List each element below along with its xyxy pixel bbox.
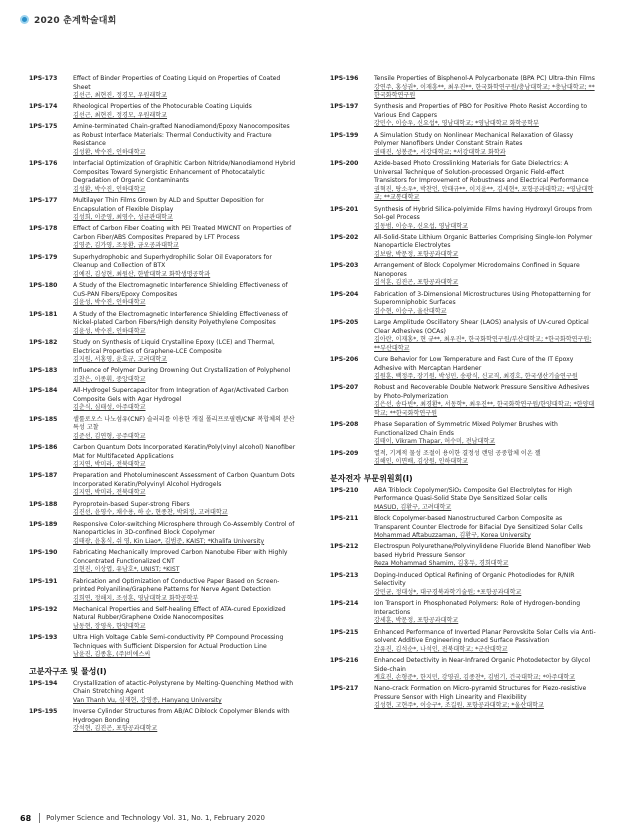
entry-title: Arrangement of Block Copolymer Microdomains Confined in Square Nanopores [374,262,580,278]
abstract-entry [29,75,297,101]
abstract-entry [330,160,598,203]
entry-body [73,339,297,365]
abstract-entry [29,225,297,251]
entry-title: Enhanced Detectivity in Near-Infrared Organic Photodetector by Glycol Side-chain [374,657,591,673]
entry-id: 1PS-211 [330,515,359,523]
entry-authors: 강연주, 홍성권*, 이재흥**, 최우진**, 한국화학연구원/충남대학교; *충남대학교; **한국화학연구원 [374,83,595,99]
entry-body [73,521,297,547]
entry-body [73,680,297,706]
left-section-entry-list [29,680,297,734]
entry-body [374,487,598,513]
entry-authors: 김해인, 이면배, 김상원, 인하대학교 [374,458,469,466]
entry-title: Robust and Recoverable Double Network Pressure Sensitive Adhesives by Photo-Polymerization [374,384,590,400]
entry-id: 1PS-210 [330,486,359,494]
entry-title: All-Solid-State Lithium Organic Batteries Comprising Single-Ion Polymer Nanoparticle Electrolytes [374,233,593,250]
entry-authors: 김아란, 이재홍*, 현 규**, 최우진*, 한국화학연구원/부산대학교; *한국화학연구원; **부산대학교 [374,336,592,352]
entry-title: Enhanced Performance of Inverted Planar Perovskite Solar Cells via Anti-solvent Additive Engineering Induced Surface Passivation [374,628,596,645]
entry-authors: Van Thanh Vu, 심재현, 강영종, Hanyang University [73,696,222,704]
abstract-entry [29,501,297,518]
entry-body [374,206,598,232]
page-header [20,12,117,26]
entry-title: Effect of Carbon Fiber Coating with PEI Treated MWCNT on Properties of Carbon Fiber/ABS Composites Prepared by LFT Process [73,225,292,241]
abstract-entry [29,103,297,120]
entry-authors: 김윤성, 박수진, 인하대학교 [73,299,146,307]
entry-id: 1PS-186 [29,444,58,452]
entry-title: Crystallization of atactic-Polystyrene by Melting-Quenching Method with Chain Stretching Agent [73,679,294,696]
abstract-entry [29,578,297,604]
entry-authors: 김수현, 이승구, 울산대학교 [374,307,447,315]
entry-id: 1PS-209 [330,449,359,457]
entry-id: 1PS-205 [330,319,359,327]
entry-id: 1PS-200 [330,160,359,168]
abstract-entry [29,339,297,365]
abstract-entry [29,387,297,413]
entry-body [374,600,598,626]
entry-body [73,282,297,308]
entry-authors: 김선근, 최현진, 정경모, 우원래학교 [73,92,168,99]
entry-authors: 김태이, Vikram Thapar, 허수미, 전남대학교 [374,438,496,446]
entry-body [73,387,297,413]
entry-authors: 김윤성, 박수진, 인하대학교 [73,327,146,335]
abstract-entry [330,262,598,288]
entry-id: 1PS-194 [29,679,58,687]
entry-body [73,75,297,101]
entry-id: 1PS-184 [29,387,58,395]
entry-title: Interfacial Optimization of Graphitic Carbon Nitride/Nanodiamond Hybrid Composites Toward Synergistic Enhancement of Photocatalytic Degradation of Organic Contaminants [73,160,296,185]
entry-authors: Reza Mohammad Shamim, 김홍두, 경희대학교 [374,560,509,568]
entry-body [73,225,297,251]
entry-id: 1PS-190 [29,549,58,557]
entry-body [73,254,297,280]
entry-authors: 김선근, 최현진, 정경모, 우원래학교 [73,111,168,119]
abstract-entry [29,367,297,384]
entry-authors: MASUD, 김환구, 고려대학교 [374,503,452,511]
entry-title: Ultra High Voltage Cable Semi-conductivity PP Compound Processing Techniques with Sufficient Dispersion for Actual Production Line [73,634,284,650]
entry-id: 1PS-187 [29,472,58,480]
entry-id: 1PS-199 [330,131,359,139]
footer-divider [39,813,40,823]
abstract-entry [330,75,598,101]
entry-title: Block Copolymer-based Nanostructured Carbon Composite as Transparent Counter Electrode for Bifacial Dye Sensitized Solar Cells [374,515,583,531]
entry-authors: 김석훈, 김진곤, 포항공과대학교 [374,279,459,287]
abstract-entry [330,234,598,260]
entry-title: Mechanical Properties and Self-healing Effect of ATA-cured Epoxidized Natural Rubber/Graphene Oxide Nanocomposites [73,605,286,622]
right-section-entry-list [330,487,598,711]
entry-id: 1PS-180 [29,282,58,290]
right-entry-list [330,75,598,467]
entry-title: Fabrication and Optimization of Conductive Paper Based on Screen-printed Polyaniline/Graphene Patterns for Nerve Agent Detection [73,577,280,594]
entry-id: 1PS-196 [330,75,359,82]
entry-body [73,160,297,194]
entry-title: 셀룰로오스 나노섬유(CNF) 슬러리를 이용한 개질 폴리프로필렌/CNF 복합체의 분산특성 고찰 [73,415,295,432]
abstract-entry [330,487,598,513]
entry-title: Azide-based Photo Crosslinking Materials for Gate Dielectrics: A Universal Technique of Solution-processed Organic Field-effect Transistors for Improvement of Robustness and Electrical Performance [374,160,589,185]
entry-authors: 김찬은, 이종휘, 중앙대학교 [73,375,146,383]
entry-authors: 김보람, 박문정, 포항공과대학교 [374,250,459,258]
page-footer [20,812,265,824]
entry-authors: 김은선, 송다빈*, 최경환*, 서동학*, 최우진**, 한국화학연구원/한양대학교; *한양대학교; **한국화학연구원 [374,401,595,417]
entry-id: 1PS-202 [330,233,359,241]
entry-authors: 김성환, 박수진, 인하대학교 [73,185,146,193]
entry-body [374,262,598,288]
entry-authors: 김진선, 윤영수, 채수용, 하 순, 현종찬, 박외정, 고려대학교 [73,509,228,517]
entry-authors: 김예진, 김성현, 최원산, 한밭대학교 화학생명공학과 [73,270,211,278]
entry-id: 1PS-214 [330,600,359,608]
entry-id: 1PS-215 [330,628,359,636]
entry-body [73,103,297,120]
entry-title: Large Amplitude Oscillatory Shear (LAOS) analysis of UV-cured Optical Clear Adhesives (OCAs) [374,319,589,335]
entry-body [374,515,598,541]
abstract-entry [330,356,598,382]
abstract-entry [330,206,598,232]
header-title: 2020 춘계학술대회 [34,15,117,26]
entry-title: Superhydrophobic and Superhydrophilic Solar Oil Evaporators for Cleanup and Collection of BTX [73,253,272,270]
abstract-entry [330,572,598,598]
entry-body [374,103,598,129]
entry-body [374,384,598,418]
entry-id: 1PS-177 [29,197,58,205]
entry-id: 1PS-195 [29,708,58,716]
entry-id: 1PS-212 [330,543,359,551]
entry-body [374,291,598,317]
entry-id: 1PS-175 [29,123,58,131]
entry-title: Effect of Binder Properties of Coating Liquid on Properties of Coated Sheet [73,75,281,91]
abstract-entry [29,282,297,308]
entry-authors: 김준선, 김연형, 공주대학교 [73,432,146,440]
entry-body [73,197,297,223]
abstract-entry [29,521,297,547]
entry-body [73,123,297,157]
entry-authors: 김원훈, 백정주, 장기원, 박성민, 송광식, 신교직, 최경호, 한국생산기술연구원 [374,373,578,381]
abstract-entry [330,319,598,353]
entry-body [374,132,598,158]
entry-body [73,311,297,337]
entry-body [73,708,297,734]
left-entry-list [29,75,297,660]
entry-title: Nano-crack Formation on Micro-pyramid Structures for Piezo-resistive Pressure Sensor with High Linearity and Flexibility [374,685,587,701]
section-title: 분자전자 부문위원회(I) [330,473,413,483]
entry-body [73,634,297,660]
entry-title: Synthesis and Properties of PBO for Positive Photo Resist According to Various End Cappers [374,103,588,119]
abstract-entry [29,160,297,194]
entry-body [374,356,598,382]
entry-id: 1PS-179 [29,253,58,261]
entry-authors: 김희연, 정해지, 조성훈, 영남대학교 화학공학부 [73,594,199,602]
abstract-entry [29,634,297,660]
entry-title: ABA Triblock Copolymer/SiO₂ Composite Gel Electrolytes for High Performance Quasi-Solid State Dye Sensitized Solar cells [374,486,573,503]
entry-title: A Study of the Electromagnetic Interference Shielding Effectiveness of CuS-PAN Fibers/Epoxy Composites [73,282,288,298]
entry-id: 1PS-201 [330,205,359,213]
entry-id: 1PS-181 [29,310,58,318]
entry-authors: 김동범, 이승우, 신요섭, 영남대학교 [374,222,469,230]
entry-title: Rheological Properties of the Photocurable Coating Liquids [73,103,252,111]
entry-id: 1PS-173 [29,75,58,82]
entry-authors: 김영준, 김가영, 조동환, 금오공과대학교 [73,242,179,250]
entry-body [374,234,598,260]
entry-id: 1PS-208 [330,421,359,429]
entry-body [374,572,598,598]
entry-authors: 김지연, 박미라, 전북대학교 [73,461,146,469]
entry-id: 1PS-197 [330,103,359,111]
entry-body [73,549,297,575]
entry-id: 1PS-174 [29,103,58,111]
entry-id: 1PS-185 [29,415,58,423]
entry-id: 1PS-206 [330,356,359,364]
entry-body [374,160,598,203]
entry-body [73,444,297,470]
entry-authors: 김춘식, 심태성, 아주대학교 [73,404,146,412]
entry-title: Carbon Quantum Dots Incorporated Keratin/Poly(vinyl alcohol) Nanofiber Mat for Multifaceted Applications [73,444,296,460]
entry-title: Cure Behavior for Low Temperature and Fast Cure of the IT Epoxy Adhesive with Mercaptan Hardener [374,356,574,372]
entry-authors: 김현진, 이상엽, 유남호*, UNIST; *KIST [73,566,180,574]
entry-authors: 김성환, 박수진, 인하대학교 [73,148,146,156]
entry-title: A Simulation Study on Nonlinear Mechanical Relaxation of Glassy Polymer Nanofibers Under Constant Strain Rates [374,131,574,148]
abstract-entry [330,103,598,129]
abstract-entry [29,680,297,706]
entry-id: 1PS-178 [29,225,58,233]
entry-title: Amine-terminated Chain-grafted Nanodiamond/Epoxy Nanocomposites as Robust Interface Materials: Thermal Conductivity and Fracture Resistance [73,123,290,148]
entry-body [73,367,297,384]
entry-body [73,606,297,632]
entry-body [374,685,598,711]
entry-authors: 남동현, 장영욱, 한양대학교 [73,622,146,630]
entry-authors: 강민수, 이승우, 신요섭*, 영남대학교; *영남대학교 화학공학부 [374,120,539,128]
entry-authors: 김지원, 서홍영, 윤효규, 고려대학교 [73,356,168,364]
entry-authors: Mohammad Aftabuzzaman, 김환구, Korea University [374,532,531,540]
entry-title: Phase Separation of Symmetric Mixed Polymer Brushes with Functionalized Chain Ends [374,421,558,437]
abstract-entry [330,450,598,467]
abstract-entry [330,685,598,711]
entry-id: 1PS-182 [29,339,58,347]
abstract-entry [330,132,598,158]
abstract-entry [29,123,297,157]
entry-id: 1PS-203 [330,262,359,270]
entry-authors: 강유진, 김석순*, 나석인, 전북대학교; *군산대학교 [374,645,508,653]
entry-body [374,75,598,101]
abstract-entry [330,384,598,418]
entry-title: Electrospun Polyurethane/Polyvinylidene Fluoride Blend Nanofiber Web based Hybrid Pressure Sensor [374,543,591,559]
abstract-entry [29,311,297,337]
abstract-entry [29,708,297,734]
entry-title: Doping-Induced Optical Refining of Organic Photodiodes for R/NIR Selectivity [374,571,575,588]
entry-id: 1PS-193 [29,634,58,642]
entry-title: Fabricating Mechanically Improved Carbon Nanotube Fiber with Highly Concentrated Functionalized CNT [73,549,288,565]
entry-authors: 권혁진, 탕소우*, 박찬언, 안태규**, 이지윤**, 김세현*, 포항공과대학교; *영남대학교; **교통대학교 [374,185,594,202]
entry-body [73,578,297,604]
left-column [29,75,297,737]
entry-id: 1PS-176 [29,160,58,168]
abstract-entry [29,416,297,442]
entry-authors: 김성희, 이준영, 최영수, 성균관대학교 [73,214,173,222]
page-number: 68 [20,813,32,823]
entry-title: A Study of the Electromagnetic Interference Shielding Effectiveness of Nickel-plated Carbon Fibers/High density Polyethylene Composites [73,310,288,327]
entry-authors: 김태광, 윤홍식, 쉬 영, Kin Liao*, 김범준, KAIST; *Khalifa University [73,537,265,545]
section-title: 고분자구조 및 물성(I) [29,666,107,676]
entry-authors: 강석현, 김진곤, 포항공과대학교 [73,725,158,733]
entry-authors: 김지연, 박미라, 전북대학교 [73,489,146,497]
entry-body [73,416,297,442]
abstract-entry [29,549,297,575]
abstract-entry [29,444,297,470]
entry-authors: 권태진, 성봉준*, 서강대학교; *서강대학교 화학과 [374,148,506,156]
entry-body [374,543,598,569]
entry-authors: 김성현, 고현주*, 이승구*, 조길원, 포항공과대학교; *울산대학교 [374,702,544,710]
entry-id: 1PS-192 [29,605,58,613]
entry-id: 1PS-183 [29,367,58,375]
abstract-entry [29,472,297,498]
entry-id: 1PS-189 [29,520,58,528]
entry-body [374,421,598,447]
conference-logo-icon [20,15,29,24]
entry-id: 1PS-207 [330,384,359,392]
entry-title: Study on Synthesis of Liquid Crystalline Epoxy (LCE) and Thermal, Electrical Properties of Graphene-LCE Composite [73,339,275,355]
entry-id: 1PS-188 [29,500,58,508]
entry-body [374,629,598,655]
abstract-entry [29,606,297,632]
entry-authors: 강세훈, 박문정, 포항공과대학교 [374,617,459,625]
entry-title: Pyroprotein-based Super-strong Fibers [73,500,190,508]
abstract-entry [29,254,297,280]
entry-title: Inverse Cylinder Structures from AB/AC Diblock Copolymer Blends with Hydrogen Bonding [73,708,290,724]
entry-authors: 남윤진, 김종훈, (주)비에스씨 [73,651,151,659]
entry-title: Fabrication of 3-Dimensional Microstructures Using Photopatterning for Superomniphobic Surfaces [374,290,591,307]
entry-id: 1PS-213 [330,571,359,579]
entry-title: Responsive Color-switching Microsphere through Co-Assembly Control of Nanoparticles in 3D-confined Block Copolymer [73,520,295,537]
entry-title: Synthesis of Hybrid Silica-polyimide Films having Hydroxyl Groups from Sol-gel Process [374,205,592,222]
entry-title: Tensile Properties of Bisphenol-A Polycarbonate (BPA PC) Ultra-thin Films [374,75,595,82]
entry-id: 1PS-204 [330,290,359,298]
abstract-entry [330,600,598,626]
journal-info: Polymer Science and Technology Vol. 31, No. 1, February 2020 [46,814,265,822]
abstract-entry [330,543,598,569]
abstract-entry [330,291,598,317]
entry-authors: 강민균, 정대성*, 대구경북과학기술원; *포항공과대학교 [374,588,522,596]
entry-body [374,319,598,353]
entry-authors: 계효진, 손형준*, 한지민, 강영권, 김종찬*, 김범기, 건국대학교; *아주대학교 [374,674,576,682]
entry-title: Multilayer Thin Films Grown by ALD and Sputter Deposition for Encapsulation of Flexible Display [73,197,264,213]
entry-title: Influence of Polymer During Drowning Out Crystallization of Polyphenol [73,367,291,375]
entry-title: 열적, 기계적 물성 조절이 용이한 결정성 랜덤 공중합체 이온 젤 [374,449,541,457]
abstract-entry [330,657,598,683]
entry-id: 1PS-216 [330,657,359,665]
entry-id: 1PS-191 [29,577,58,585]
entry-title: Ion Transport in Phosphonated Polymers: Role of Hydrogen-bonding Interactions [374,600,581,616]
abstract-entry [330,515,598,541]
abstract-entry [29,197,297,223]
entry-body [73,501,297,518]
right-column [330,75,598,714]
entry-title: Preparation and Photoluminescent Assessment of Carbon Quantum Dots Incorporated Keratin/Polyvinyl Alcohol Hydrogels [73,472,295,488]
entry-body [374,450,598,467]
abstract-entry [330,629,598,655]
entry-title: All-Hydrogel Supercapacitor from Integration of Agar/Activated Carbon Composite Gels with Agar Hydrogel [73,387,289,403]
entry-id: 1PS-217 [330,685,359,693]
entry-body [374,657,598,683]
entry-body [73,472,297,498]
abstract-entry [330,421,598,447]
